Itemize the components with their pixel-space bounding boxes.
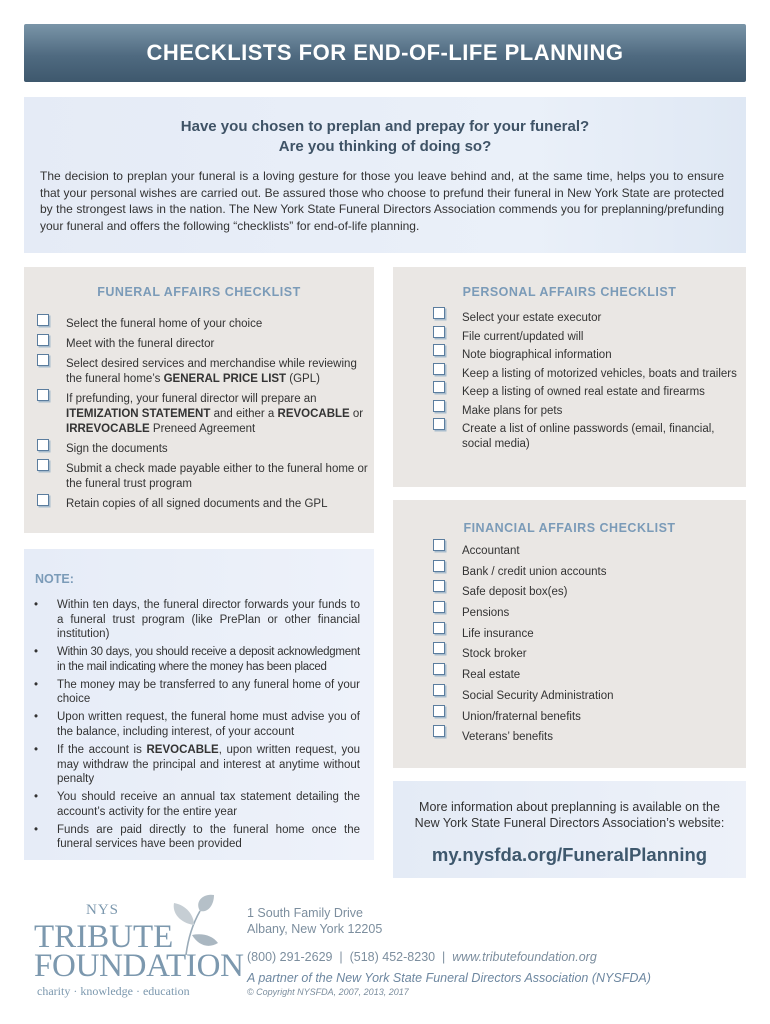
logo-tagline: charity · knowledge · education — [37, 984, 190, 998]
checkbox[interactable] — [433, 642, 445, 654]
financial-item-text: Safe deposit box(es) — [462, 586, 568, 599]
note-item: • Within ten days, the funeral director forwards your funds to a funeral trust program (like PrePlan or other financial institution) — [24, 598, 374, 642]
checkbox[interactable] — [433, 539, 445, 551]
more-info-line-1: More information about preplanning is available on the — [419, 800, 720, 814]
checkbox[interactable] — [37, 494, 49, 506]
personal-checklist-heading: PERSONAL AFFAIRS CHECKLIST — [462, 285, 677, 299]
note-panel — [24, 549, 374, 860]
note-item: • The money may be transferred to any funeral home of your choice — [24, 678, 374, 707]
financial-item-text: Life insurance — [462, 627, 534, 640]
financial-item — [393, 647, 746, 668]
funeral-item-text: (GPL) — [286, 373, 320, 385]
checkbox[interactable] — [433, 705, 445, 717]
personal-item-text: Keep a listing of owned real estate and firearms — [462, 386, 705, 398]
funeral-item-text: Preneed Agreement — [149, 423, 256, 435]
note-item: • Upon written request, the funeral home must advise you of the balance, including interest, of your account — [24, 710, 374, 739]
note-item-text: If the account is — [57, 743, 147, 756]
financial-item — [393, 565, 746, 586]
funeral-item — [24, 357, 374, 387]
checkbox[interactable] — [433, 622, 445, 634]
copyright: © Copyright NYSFDA, 2007, 2013, 2017 — [247, 987, 409, 997]
funeral-item-text: Retain copies of all signed documents and the GPL — [66, 498, 328, 510]
funeral-item-text: or — [349, 408, 364, 420]
checkbox[interactable] — [433, 381, 445, 393]
funeral-item-text: Select the funeral home of your choice — [66, 318, 263, 330]
funeral-affairs-panel — [24, 267, 374, 533]
funeral-item-text: Select desired services and merchandise while reviewing the funeral home’s — [66, 358, 357, 385]
checkbox[interactable] — [37, 439, 49, 451]
checkbox[interactable] — [433, 580, 445, 592]
personal-item — [393, 348, 746, 363]
funeral-item — [24, 337, 374, 352]
funeral-item-emphasis: IRREVOCABLE — [66, 423, 150, 435]
checkbox[interactable] — [433, 418, 445, 430]
note-item: • Funds are paid directly to the funeral home once the funeral services have been provided — [24, 823, 374, 852]
intro-question-line-2: Are you thinking of doing so? — [278, 138, 492, 155]
funeral-item-emphasis: GENERAL PRICE LIST — [163, 373, 287, 385]
phone-and-web — [247, 949, 651, 965]
intro-question-line-1: Have you chosen to preplan and prepay for your funeral? — [180, 118, 590, 135]
personal-item — [393, 422, 746, 452]
phone-numbers: (800) 291-2629 | (518) 452-8230 | — [247, 950, 453, 964]
financial-item — [393, 627, 746, 648]
funeral-item — [24, 462, 374, 492]
funeral-item-text: and either a — [210, 408, 278, 420]
checkbox[interactable] — [37, 334, 49, 346]
funeral-checklist — [24, 317, 374, 512]
intro-question — [24, 117, 746, 157]
address-line-1: 1 South Family Drive — [247, 906, 364, 920]
funeral-item — [24, 317, 374, 332]
note-item: • Within 30 days, you should receive a deposit acknowledgment in the mail indicating where the money has been placed — [24, 645, 374, 674]
financial-item-text: Bank / credit union accounts — [462, 565, 607, 578]
address-line-2: Albany, New York 12205 — [247, 922, 383, 936]
planning-url-link[interactable]: my.nysfda.org/FuneralPlanning — [431, 844, 708, 865]
funeral-item — [24, 392, 374, 437]
funeral-item-text: Meet with the funeral director — [66, 338, 215, 350]
financial-item — [393, 544, 746, 565]
more-info-line-2: New York State Funeral Directors Association’s website: — [414, 816, 725, 830]
logo-tribute: TRIBUTE — [34, 919, 174, 955]
checkbox[interactable] — [433, 400, 445, 412]
checkbox[interactable] — [433, 601, 445, 613]
financial-affairs-panel — [393, 500, 746, 768]
financial-item — [393, 689, 746, 710]
personal-item-text: File current/updated will — [462, 330, 584, 343]
personal-item-text: Make plans for pets — [462, 404, 563, 417]
checkbox[interactable] — [37, 459, 49, 471]
personal-affairs-panel — [393, 267, 746, 487]
personal-item — [393, 404, 746, 419]
checkbox[interactable] — [433, 663, 445, 675]
note-item: • You should receive an annual tax statement detailing the account’s activity for the entire year — [24, 790, 374, 819]
funeral-item-text: Submit a check made payable either to the funeral home or the funeral trust program — [66, 463, 368, 490]
tribute-foundation-logo — [34, 893, 244, 1003]
personal-item — [393, 367, 746, 382]
note-heading: NOTE: — [35, 572, 74, 586]
financial-item — [393, 730, 746, 751]
financial-item-text: Real estate — [462, 669, 521, 682]
funeral-item-text: Sign the documents — [66, 443, 168, 455]
partner-line: A partner of the New York State Funeral Directors Association (NYSFDA) — [247, 971, 651, 985]
financial-item — [393, 606, 746, 627]
funeral-item — [24, 442, 374, 457]
website-link[interactable]: www.tributefoundation.org — [452, 950, 597, 964]
personal-checklist — [393, 311, 746, 452]
intro-paragraph: The decision to preplan your funeral is a loving gesture for those you leave behind and, at the same time, helps you to ensure that your personal wishes are carried out. Be assured those who choose to prefund their funeral in New York State are protected by the strongest laws in the nation. The New York State Funeral Directors Association commends you for preplanning/prefunding your funeral and offers the following “checklists” for end-of-life planning. — [40, 169, 724, 233]
intro-section — [24, 97, 746, 253]
more-info-text — [393, 799, 746, 831]
funeral-item-emphasis: ITEMIZATION STATEMENT — [66, 408, 211, 420]
checkbox[interactable] — [433, 725, 445, 737]
note-item-text: , upon written request, you may withdraw the principal and interest at anytime without penalty — [57, 743, 360, 786]
financial-item-text: Veterans’ benefits — [462, 731, 553, 744]
personal-item-text: Note biographical information — [462, 349, 612, 361]
checkbox[interactable] — [37, 314, 49, 326]
funeral-item-emphasis: REVOCABLE — [277, 408, 350, 420]
contact-info — [247, 905, 651, 998]
title-banner — [24, 24, 746, 82]
financial-item — [393, 585, 746, 606]
personal-item — [393, 311, 746, 326]
financial-checklist — [393, 544, 746, 751]
financial-item-text: Stock broker — [462, 648, 527, 661]
personal-item-text: Select your estate executor — [462, 312, 602, 324]
personal-item-text: Create a list of online passwords (email, financial, social media) — [462, 423, 715, 450]
checkbox[interactable] — [433, 684, 445, 696]
personal-item — [393, 330, 746, 345]
financial-item-text: Accountant — [462, 545, 520, 557]
checkbox[interactable] — [37, 354, 49, 366]
financial-checklist-heading: FINANCIAL AFFAIRS CHECKLIST — [463, 521, 676, 535]
financial-item-text: Social Security Administration — [462, 689, 614, 702]
financial-item-text: Union/fraternal benefits — [462, 710, 581, 723]
checkbox[interactable] — [37, 389, 49, 401]
logo-nys: NYS — [86, 902, 120, 918]
checkbox[interactable] — [433, 307, 445, 319]
checkbox[interactable] — [433, 560, 445, 572]
more-info-panel — [393, 781, 746, 878]
page-title: CHECKLISTS FOR END-OF-LIFE PLANNING — [146, 40, 624, 65]
checkbox[interactable] — [433, 363, 445, 375]
logo-foundation: FOUNDATION — [34, 948, 244, 984]
financial-item — [393, 668, 746, 689]
personal-item-text: Keep a listing of motorized vehicles, boats and trailers — [462, 367, 737, 380]
funeral-item-text: If prefunding, your funeral director will prepare an — [66, 393, 317, 405]
checkbox[interactable] — [433, 326, 445, 338]
checkbox[interactable] — [433, 344, 445, 356]
financial-item — [393, 710, 746, 731]
financial-item-text: Pensions — [462, 607, 510, 620]
note-item-emphasis: REVOCABLE — [146, 743, 219, 756]
funeral-item — [24, 497, 374, 512]
note-item — [24, 743, 374, 787]
note-list — [24, 598, 374, 852]
personal-item — [393, 385, 746, 400]
funeral-checklist-heading: FUNERAL AFFAIRS CHECKLIST — [97, 285, 301, 299]
